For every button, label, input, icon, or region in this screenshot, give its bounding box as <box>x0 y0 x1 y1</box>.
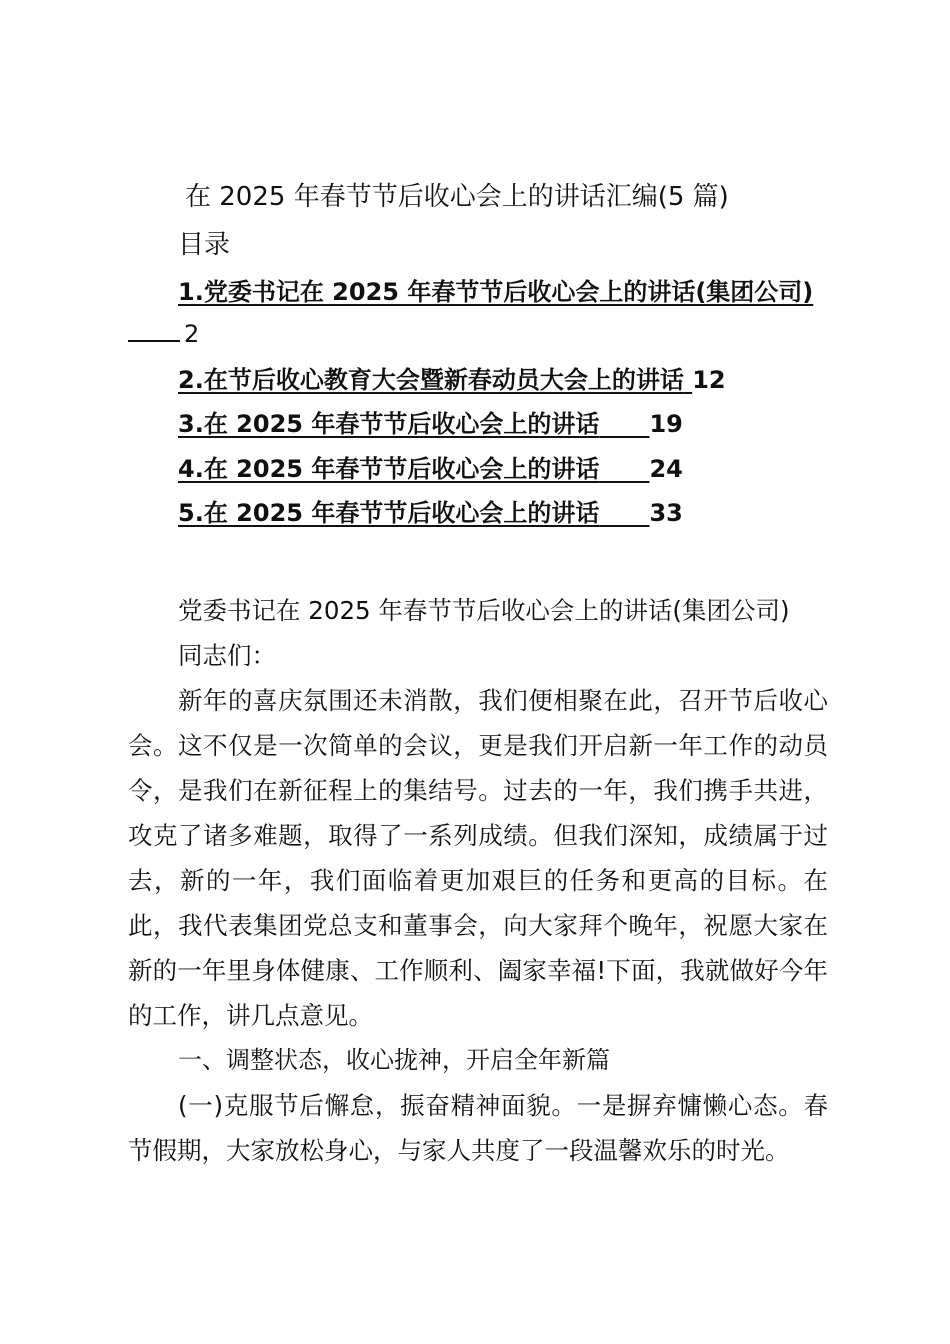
toc-entry-1-page-line[interactable] <box>128 318 199 350</box>
salutation: 同志们： <box>178 641 276 670</box>
speech-title: 党委书记在 2025 年春节节后收心会上的讲话(集团公司) <box>178 596 790 625</box>
toc-entry-label: 5.在 2025 年春节节后收心会上的讲话 <box>178 499 600 527</box>
toc-entry-2[interactable] <box>178 364 726 396</box>
toc-entry-page: 2 <box>184 320 200 348</box>
toc-entry-1[interactable] <box>178 276 813 308</box>
paragraph: 新年的喜庆氛围还未消散，我们便相聚在此，召开节后收心会。这不仅是一次简单的会议，更是我们开启新一年工作的动员令，是我们在新征程上的集结号。过去的一年，我们携手共进，攻克了诸多难题，取得了一系列成绩。但我们深知，成绩属于过去，新的一年，我们面临着更加艰巨的任务和更高的目标。在此，我代表集团党总支和董事会，向大家拜个晚年，祝愿大家在新的一年里身体健康、工作顺利、阖家幸福!下面，我就做好今年的工作，讲几点意见。 <box>128 686 828 1030</box>
toc-heading: 目录 <box>178 230 231 260</box>
toc-entry-page: 19 <box>649 410 683 438</box>
toc-leader-line <box>128 318 180 342</box>
toc-entry-label: 3.在 2025 年春节节后收心会上的讲话 <box>178 410 600 438</box>
toc-entry-label: 4.在 2025 年春节节后收心会上的讲话 <box>178 455 600 483</box>
toc-entry-page: 24 <box>649 455 683 483</box>
toc-entry-5[interactable] <box>178 497 683 529</box>
toc-entry-page: 12 <box>692 366 726 394</box>
toc-entry-page: 33 <box>649 499 683 527</box>
toc-entry-label: 2.在节后收心教育大会暨新春动员大会上的讲话 <box>178 366 684 394</box>
section-heading: 一、调整状态，收心拢神，开启全年新篇 <box>178 1046 610 1074</box>
document-title: 在 2025 年春节节后收心会上的讲话汇编(5 篇) <box>185 182 729 212</box>
toc-entry-3[interactable] <box>178 408 683 440</box>
paragraph: (一)克服节后懈怠，振奋精神面貌。一是摒弃慵懒心态。春节假期，大家放松身心，与家人共度了一段温馨欢乐的时光。 <box>128 1091 828 1165</box>
toc-entry-4[interactable] <box>178 453 683 485</box>
speech-body <box>128 588 828 1173</box>
toc-entry-label: 1.党委书记在 2025 年春节节后收心会上的讲话(集团公司) <box>178 278 814 306</box>
